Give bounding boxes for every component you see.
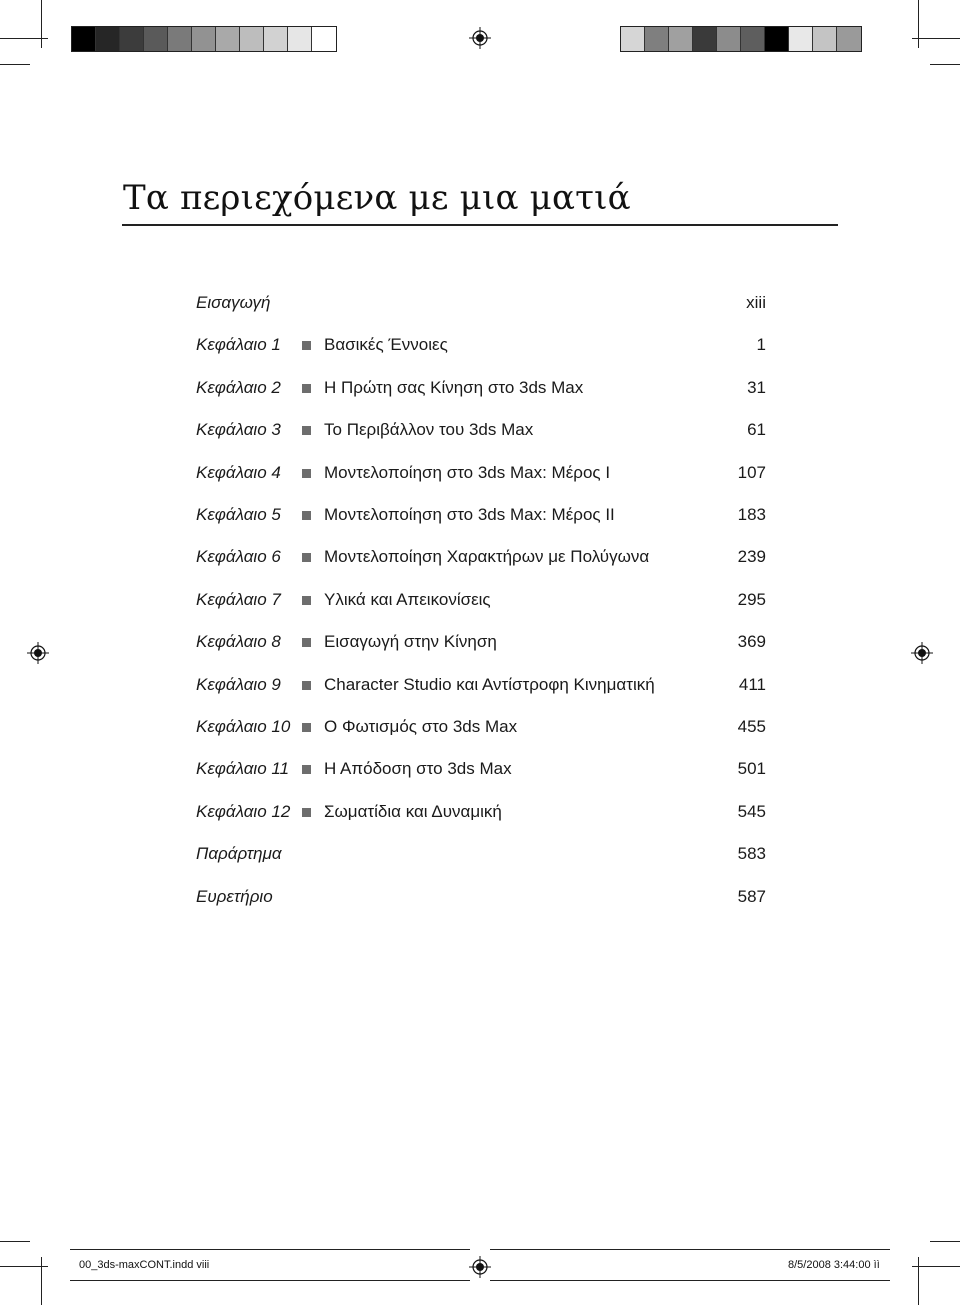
color-swatch (813, 27, 837, 51)
toc-entry-page-number: 1 (756, 335, 766, 355)
toc-entry-label: Κεφάλαιο 8 (196, 632, 281, 652)
crop-mark-top-left-horizontal (0, 38, 48, 39)
color-swatch (144, 27, 168, 51)
toc-entry-title: Ο Φωτισμός στο 3ds Max (324, 717, 518, 736)
square-bullet-icon (302, 681, 311, 690)
toc-entry-page-number: 31 (747, 377, 766, 397)
toc-entry (196, 376, 766, 400)
toc-entry-title: Υλικά και Απεικονίσεις (324, 589, 491, 609)
crop-mark-bottom-left-horizontal (0, 1266, 48, 1267)
grayscale-color-bar-left (71, 26, 337, 52)
slug-file-name: 00_3ds-maxCONT.indd viii (79, 1259, 210, 1271)
title-underline (122, 224, 838, 226)
toc-entry (196, 757, 766, 781)
toc-entry-label: Κεφάλαιο 9 (196, 674, 281, 694)
toc-entry-page-number: 583 (737, 844, 766, 864)
color-swatch (288, 27, 312, 51)
crop-mark-bottom-left-vertical (41, 1257, 42, 1305)
toc-entry-label: Παράρτημα (196, 844, 282, 864)
square-bullet-icon (302, 765, 311, 774)
crop-mark-bottom-right-horizontal (912, 1266, 960, 1267)
color-swatch (717, 27, 741, 51)
toc-entry-title: Μοντελοποίηση στο 3ds Max: Μέρος I (324, 462, 611, 482)
square-bullet-icon (302, 341, 311, 350)
crop-mark-top-right-vertical (918, 0, 919, 48)
toc-entry-page-number: 545 (737, 801, 766, 821)
color-swatch (789, 27, 813, 51)
color-swatch (693, 27, 717, 51)
square-bullet-icon (302, 469, 311, 478)
toc-entry-label: Κεφάλαιο 1 (196, 335, 281, 355)
square-bullet-icon (302, 426, 311, 435)
toc-entry-title: Η Πρώτη σας Κίνηση στο 3ds Max (324, 377, 584, 397)
toc-entry-label: Κεφάλαιο 10 (196, 717, 291, 736)
toc-entry-page-number: 61 (747, 420, 766, 440)
square-bullet-icon (302, 384, 311, 393)
toc-entry (196, 715, 766, 739)
square-bullet-icon (302, 596, 311, 605)
bleed-mark-top-left (0, 64, 30, 65)
toc-entry-title: Μοντελοποίηση Χαρακτήρων με Πολύγωνα (324, 547, 650, 567)
crop-mark-top-right-horizontal (912, 38, 960, 39)
toc-entry-page-number: 369 (737, 632, 766, 652)
color-swatch (72, 27, 96, 51)
square-bullet-icon (302, 511, 311, 520)
square-bullet-icon (302, 808, 311, 817)
toc-entry-label: Κεφάλαιο 11 (196, 759, 290, 779)
toc-entry-label: Κεφάλαιο 7 (196, 589, 281, 609)
square-bullet-icon (302, 723, 311, 732)
toc-entry (196, 503, 766, 527)
toc-entry-page-number: xiii (746, 293, 766, 312)
toc-entry-page-number: 501 (737, 759, 766, 779)
toc-entry-page-number: 587 (737, 886, 766, 906)
registration-mark-icon (911, 642, 933, 664)
toc-entry (196, 630, 766, 654)
toc-entry (196, 842, 766, 866)
toc-entry-title: Εισαγωγή στην Κίνηση (324, 632, 497, 652)
toc-entry (196, 545, 766, 569)
color-swatch (645, 27, 669, 51)
color-swatch (96, 27, 120, 51)
grayscale-color-bar-right (620, 26, 862, 52)
toc-entry-label: Κεφάλαιο 4 (196, 462, 281, 482)
toc-entry-title: Μοντελοποίηση στο 3ds Max: Μέρος II (324, 505, 615, 524)
toc-entry (196, 800, 766, 824)
crop-mark-bottom-right-vertical (918, 1257, 919, 1305)
toc-entry-page-number: 183 (737, 505, 766, 524)
color-swatch (669, 27, 693, 51)
toc-entry (196, 885, 766, 909)
registration-mark-icon (469, 27, 491, 49)
toc-entry (196, 673, 766, 697)
color-swatch (765, 27, 789, 51)
toc-entry-label: Κεφάλαιο 6 (196, 547, 281, 567)
toc-entry-page-number: 239 (737, 547, 766, 567)
bleed-mark-bottom-right (930, 1241, 960, 1242)
toc-entry-page-number: 107 (737, 462, 766, 482)
toc-entry-page-number: 455 (737, 717, 766, 736)
toc-entry (196, 291, 766, 315)
toc-entry (196, 333, 766, 357)
registration-mark-icon (27, 642, 49, 664)
toc-entry (196, 418, 766, 442)
color-swatch (216, 27, 240, 51)
color-swatch (837, 27, 861, 51)
square-bullet-icon (302, 553, 311, 562)
page-title: Τα περιεχόμενα με μια ματιά (123, 178, 631, 218)
bleed-mark-top-right (930, 64, 960, 65)
color-swatch (192, 27, 216, 51)
color-swatch (168, 27, 192, 51)
color-swatch (240, 27, 264, 51)
toc-entry-page-number: 411 (738, 674, 766, 694)
toc-entry-label: Κεφάλαιο 5 (196, 505, 281, 524)
slug-date-time: 8/5/2008 3:44:00 ìì (788, 1259, 880, 1271)
color-swatch (312, 27, 336, 51)
toc-entry-label: Εισαγωγή (196, 293, 271, 312)
toc-entry (196, 461, 766, 485)
toc-entry-title: Character Studio και Αντίστροφη Κινηματική (324, 674, 655, 694)
bleed-mark-bottom-left (0, 1241, 30, 1242)
toc-entry-label: Κεφάλαιο 12 (196, 801, 291, 821)
color-swatch (621, 27, 645, 51)
toc-entry-title: Σωματίδια και Δυναμική (324, 801, 502, 821)
registration-mark-icon (469, 1256, 491, 1278)
color-swatch (741, 27, 765, 51)
crop-mark-top-left-vertical (41, 0, 42, 48)
toc-entry-label: Κεφάλαιο 2 (196, 377, 281, 397)
toc-entry-title: Η Απόδοση στο 3ds Max (324, 759, 512, 779)
toc-entry (196, 588, 766, 612)
toc-entry-title: Βασικές Έννοιες (324, 335, 448, 355)
toc-entry-label: Κεφάλαιο 3 (196, 420, 281, 440)
color-swatch (264, 27, 288, 51)
toc-entry-page-number: 295 (737, 589, 766, 609)
toc-entry-title: Το Περιβάλλον του 3ds Max (324, 420, 534, 440)
color-swatch (120, 27, 144, 51)
square-bullet-icon (302, 638, 311, 647)
toc-entry-label: Ευρετήριο (196, 886, 273, 906)
